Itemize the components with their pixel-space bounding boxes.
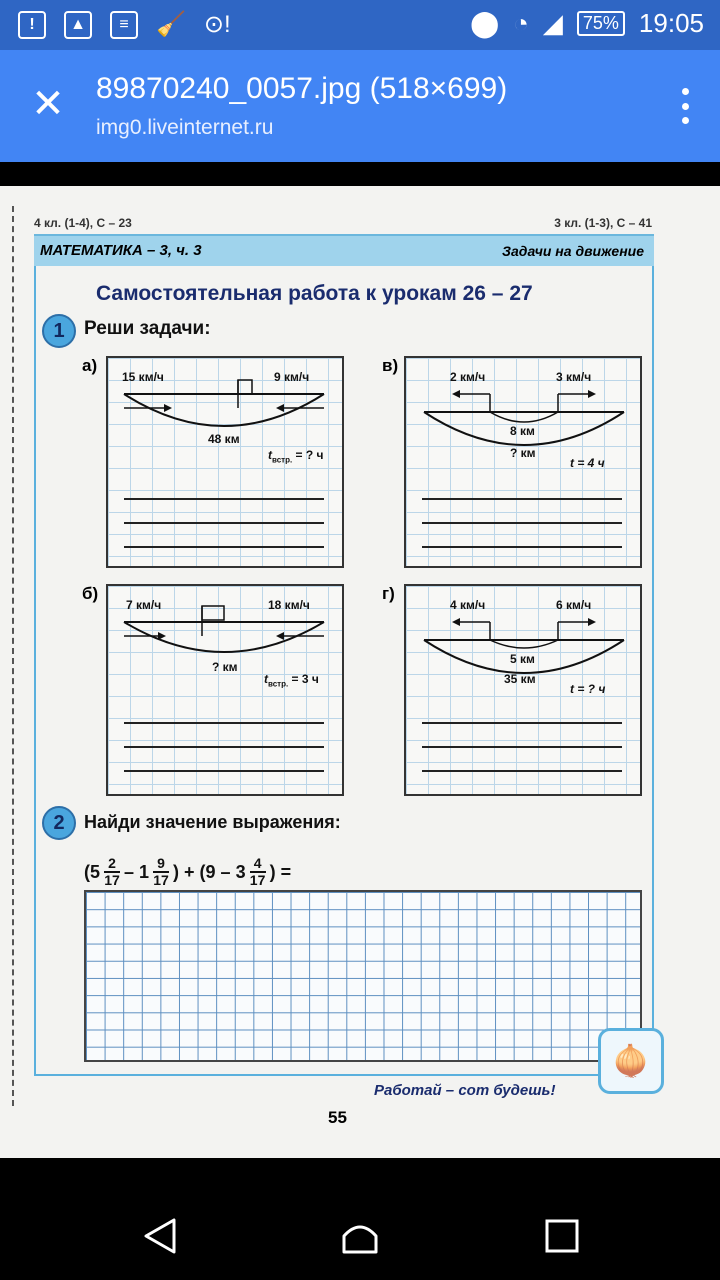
answer-line bbox=[422, 770, 622, 772]
image-viewer[interactable] bbox=[0, 162, 720, 1162]
battery-indicator: 75% bbox=[577, 11, 625, 36]
location-icon: ⬤ bbox=[470, 8, 500, 38]
problem-letter-g: г) bbox=[382, 584, 395, 603]
problem-g-diagram bbox=[406, 586, 644, 798]
header-left: 4 кл. (1-4), С – 23 bbox=[34, 216, 132, 230]
problem-letter-b: б) bbox=[82, 584, 99, 603]
page-motto: Работай – сот будешь! bbox=[374, 1082, 556, 1099]
time-label: t = ? ч bbox=[570, 682, 606, 696]
answer-line bbox=[124, 722, 324, 724]
speed-left: 7 км/ч bbox=[126, 598, 162, 612]
navigation-bar bbox=[0, 1180, 720, 1280]
message-icon: ≡ bbox=[110, 11, 138, 39]
task-2-text: Найди значение выражения: bbox=[84, 812, 341, 832]
answer-line bbox=[422, 722, 622, 724]
status-bar bbox=[0, 0, 720, 50]
time-label: t = 4 ч bbox=[570, 456, 605, 470]
distance-label: 35 км bbox=[504, 672, 536, 686]
alert-icon: ! bbox=[18, 11, 46, 39]
answer-line bbox=[124, 522, 324, 524]
problem-a bbox=[106, 356, 344, 568]
answer-line bbox=[422, 498, 622, 500]
music-icon: ⊙! bbox=[203, 11, 231, 38]
distance-label: 48 км bbox=[208, 432, 240, 446]
distance-label: ? км bbox=[510, 446, 536, 460]
image-title: 89870240_0057.jpg (518×699) bbox=[96, 72, 508, 105]
home-icon[interactable] bbox=[340, 1216, 380, 1256]
speed-right: 9 км/ч bbox=[274, 370, 310, 384]
answer-line bbox=[124, 746, 324, 748]
cleaner-icon: 🧹 bbox=[156, 11, 186, 38]
answer-line bbox=[124, 546, 324, 548]
task-1-text: Реши задачи: bbox=[84, 318, 211, 339]
speed-left: 4 км/ч bbox=[450, 598, 486, 612]
answer-line bbox=[422, 546, 622, 548]
problem-v-diagram bbox=[406, 358, 644, 570]
speed-right: 6 км/ч bbox=[556, 598, 592, 612]
back-icon[interactable] bbox=[140, 1216, 180, 1256]
task-number-1: 1 bbox=[42, 314, 76, 348]
banner-subject: МАТЕМАТИКА – 3, ч. 3 bbox=[40, 242, 202, 259]
answer-line bbox=[124, 498, 324, 500]
wifi-icon: ◔ bbox=[513, 8, 529, 38]
page-binding bbox=[12, 206, 16, 1106]
time-label: $t_{встр.}$ = ? ч bbox=[268, 448, 324, 465]
sim-icon: ▲ bbox=[64, 11, 92, 39]
gap-label: 8 км bbox=[510, 424, 535, 438]
close-icon[interactable]: ✕ bbox=[31, 82, 65, 126]
clock: 19:05 bbox=[638, 8, 704, 38]
answer-line bbox=[124, 770, 324, 772]
signal-icon: ◢ bbox=[542, 8, 563, 38]
gap-label: 5 км bbox=[510, 652, 535, 666]
problem-b bbox=[106, 584, 344, 796]
math-expression: (5 $\frac{2}{17}$ – 1 $\frac{9}{17}$ ) + (9 – 3 $\frac{4}{17}$ ) = bbox=[84, 855, 292, 888]
speed-right: 18 км/ч bbox=[268, 598, 310, 612]
more-options-icon[interactable] bbox=[680, 88, 690, 124]
speed-left: 15 км/ч bbox=[122, 370, 164, 384]
banner-topic: Задачи на движение bbox=[502, 243, 644, 259]
answer-grid bbox=[84, 890, 642, 1062]
speed-left: 2 км/ч bbox=[450, 370, 486, 384]
onion-mascot-icon: 🧅 bbox=[598, 1028, 664, 1094]
problem-b-diagram bbox=[108, 586, 346, 798]
page-heading: Самостоятельная работа к урокам 26 – 27 bbox=[96, 282, 533, 305]
problem-letter-v: в) bbox=[382, 356, 399, 375]
speed-right: 3 км/ч bbox=[556, 370, 592, 384]
problem-letter-a: а) bbox=[82, 356, 98, 375]
header-right: 3 кл. (1-3), С – 41 bbox=[554, 216, 652, 230]
distance-label: ? км bbox=[212, 660, 238, 674]
problem-g bbox=[404, 584, 642, 796]
time-label: $t_{встр.} = 3$ ч bbox=[264, 672, 319, 689]
answer-line bbox=[422, 746, 622, 748]
image-source: img0.liveinternet.ru bbox=[96, 116, 274, 139]
subject-banner bbox=[34, 234, 654, 266]
page-number: 55 bbox=[328, 1108, 347, 1127]
problem-v bbox=[404, 356, 642, 568]
task-number-2: 2 bbox=[42, 806, 76, 840]
answer-line bbox=[422, 522, 622, 524]
app-bar bbox=[0, 50, 720, 162]
recents-icon[interactable] bbox=[542, 1216, 582, 1256]
workbook-page bbox=[0, 186, 720, 1158]
